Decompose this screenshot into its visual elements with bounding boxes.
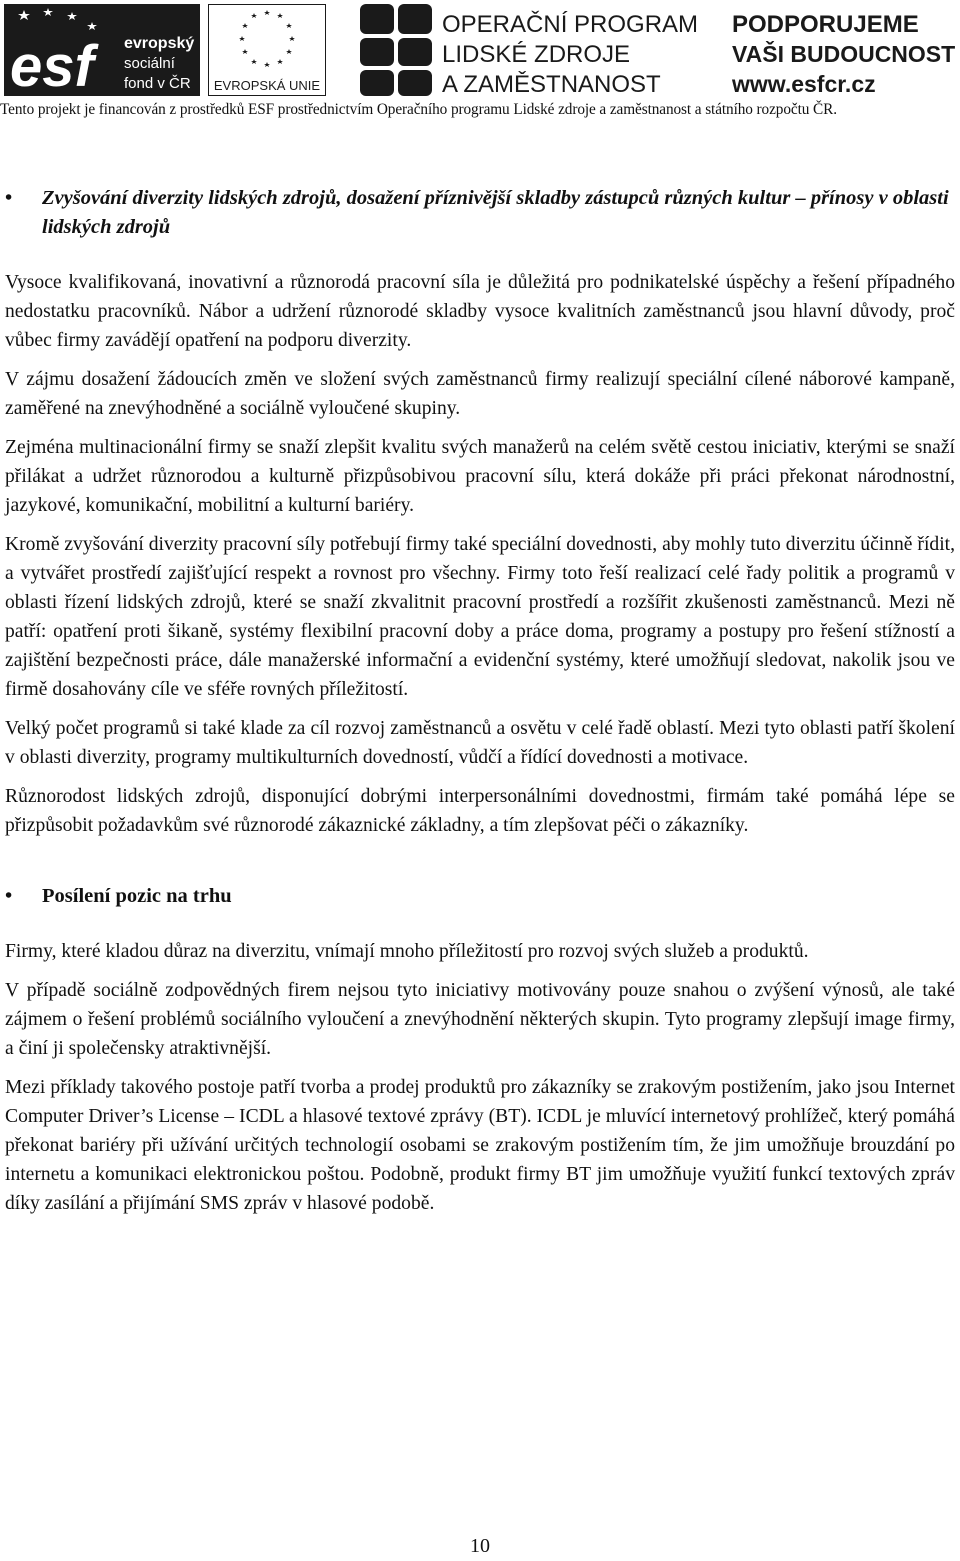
esf-line3: fond v ČR [124, 75, 191, 92]
support-line2: VAŠI BUDOUCNOST [732, 41, 956, 67]
section1-heading [5, 184, 955, 242]
logo-header [0, 0, 960, 130]
bullet-icon: • [5, 885, 13, 907]
op-lzz-logo [360, 4, 700, 96]
esf-logo [4, 4, 200, 96]
section1-paragraph: Velký počet programů si také klade za cíl rozvoj zaměstnanců a osvětu v celé řadě oblastí. Mezi tyto oblasti patří školení v oblasti diverzity, programy multikulturních dovedností, vůdčí a řídící dovednosti a motivace. [5, 718, 955, 768]
section2-heading-text: Posílení pozic na trhu [42, 885, 232, 907]
funding-note: Tento projekt je financován z prostředků ESF prostřednictvím Operačního programu Lidské zdroje a zaměstnanost a státního rozpočtu ČR. [0, 101, 837, 118]
section1-paragraph: V zájmu dosažení žádoucích změn ve složení svých zaměstnanců firmy realizují speciální cílené náborové kampaně, zaměřené na znevýhodněné a sociálně vyloučené skupiny. [5, 369, 955, 419]
section1-paragraph: Zejména multinacionální firmy se snaží zlepšit kvalitu svých manažerů na celém světě cestou iniciativ, kterými se snaží přilákat a udržet různorodou a kulturně přizpůsobivou pracovní sílu, která dokáže při práci překonat národnostní, jazykové, komunikační, mobilitní a kulturní bariéry. [5, 437, 955, 516]
document-body [5, 184, 955, 1218]
esf-line2: sociální [124, 55, 175, 72]
section2-paragraph: V případě sociálně zodpovědných firem nejsou tyto iniciativy motivovány pouze snahou o zvýšení výnosů, ale také zájmem o řešení problémů sociálního vyloučení a znevýhodnění některých skupin. Tyto programy zlepšují image firmy, a činí ji společensky atraktivnější. [5, 980, 955, 1059]
bullet-icon: • [5, 187, 13, 209]
esf-line1: evropský [124, 35, 195, 52]
support-url: www.esfcr.cz [732, 71, 876, 96]
section1-paragraph: Vysoce kvalifikovaná, inovativní a různorodá pracovní síla je důležitá pro podnikatelské úspěchy a řešení případného nedostatku pracovníků. Nábor a udržení různorodé skladby vysoce kvalitních zaměstnanců jsou hlavní důvody, proč vůbec firmy zavádějí opatření na podporu diverzity. [5, 272, 955, 351]
section1-paragraph: Různorodost lidských zdrojů, disponující dobrými interpersonálními dovednostmi, firmám také pomáhá lépe se přizpůsobit požadavkům své různorodé zákaznické základny, a tím zlepšovat péči o zákazníky. [5, 786, 955, 836]
support-logo [730, 4, 958, 96]
op-line2: LIDSKÉ ZDROJE [442, 41, 631, 68]
support-line1: PODPORUJEME [732, 11, 919, 38]
section2-heading [5, 882, 955, 911]
section1-paragraph: Kromě zvyšování diverzity pracovní síly potřebují firmy také speciální dovednosti, aby mohly tuto diverzitu účinně řídit, a vytvářet prostředí zajišťující respekt a rovnost pro všechny. Firmy toto řeší realizací celé řady politik a programů v oblasti řízení lidských zdrojů, které se snaží zkvalitnit pracovní prostředí a rozšířit zkušenosti zaměstnanců. Mezi ně patří: opatření proti šikaně, systémy flexibilní pracovní doby a práce doma, programy a postupy pro řešení stížností a zajištění bezpečnosti práce, dále manažerské informační a evidenční systémy, které umožňují sledovat, nakolik jsou ve firmě dosahovány cíle ve sféře rovných příležitostí. [5, 534, 955, 700]
page-number: 10 [470, 1535, 490, 1557]
eu-flag-logo [208, 4, 326, 96]
op-puzzle-icon [360, 4, 432, 96]
op-line3: A ZAMĚSTNANOST [442, 71, 661, 96]
section2-paragraph: Firmy, které kladou důraz na diverzitu, vnímají mnoho příležitostí pro rozvoj svých služeb a produktů. [5, 941, 809, 962]
op-line1: OPERAČNÍ PROGRAM [442, 11, 699, 38]
esf-mark: esf [10, 34, 94, 96]
section2-paragraph: Mezi příklady takového postoje patří tvorba a prodej produktů pro zákazníky se zrakovým postižením, jako jsou Internet Computer Driver’s License – ICDL a hlasové textové zprávy (BT). ICDL je mluvící internetový prohlížeč, který pomáhá překonat bariéry při užívání určitých technologií osobami se zrakovým postižením tím, že jim umožňuje brouzdání po internetu a komunikaci elektronickou poštou. Podobně, produkt firmy BT jim umožňuje využití funkcí textových zpráv díky zasílání a přijímání SMS zpráv v hlasové podobě. [5, 1077, 955, 1214]
section1-heading-text: Zvyšování diverzity lidských zdrojů, dosažení příznivější skladby zástupců různých kultur – přínosy v oblasti lidských zdrojů [42, 187, 949, 238]
eu-label: EVROPSKÁ UNIE [213, 78, 321, 93]
